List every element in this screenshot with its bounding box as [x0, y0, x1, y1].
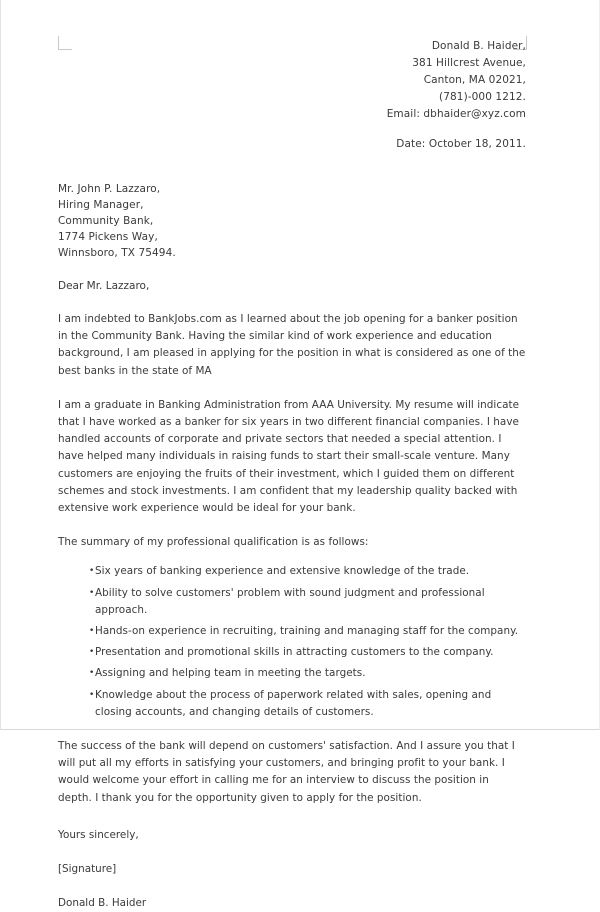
sender-name: Donald B. Haider, [431, 40, 526, 52]
sender-email: Email: dbhaider@xyz.com [386, 108, 526, 120]
bullet-icon: • [89, 566, 95, 577]
sender-phone: (781)-000 1212. [439, 91, 526, 103]
recipient-city-state-zip: Winnsboro, TX 75494. [58, 247, 176, 259]
letter-content [58, 38, 526, 912]
qualifications-intro: The summary of my professional qualification is as follows: [58, 536, 369, 549]
recipient-company: Community Bank, [58, 215, 154, 227]
list-item [89, 687, 526, 721]
list-item [89, 623, 526, 640]
list-item-text: Ability to solve customers' problem with sound judgment and professional approach. [95, 586, 485, 616]
signature-placeholder: [Signature] [58, 862, 117, 875]
list-item-text: Presentation and promotional skills in attracting customers to the company. [95, 646, 494, 659]
list-item [89, 563, 526, 580]
recipient-name: Mr. John P. Lazzaro, [58, 183, 161, 195]
recipient-title: Hiring Manager, [58, 199, 144, 211]
list-item-text: Hands-on experience in recruiting, training and managing staff for the company. [95, 625, 519, 638]
bullet-icon: • [89, 587, 95, 598]
letter-date: Date: October 18, 2011. [396, 138, 526, 150]
body-paragraph-2: I am a graduate in Banking Administration from AAA University. My resume will indicate that I have worked as a banker for six years in two different financial companies. I have handled accounts of corporate and private sectors that needed a special attention. I have helped many individuals in raising funds to start their small-scale venture. Many customers are enjoying the fruits of their investment, which I guided them on different schemes and stock investments. I am confident that my leadership quality backed with extensive work experience would be ideal for your bank. [58, 398, 520, 515]
bullet-icon: • [89, 647, 95, 658]
bullet-icon: • [89, 626, 95, 637]
closing-paragraph: The success of the bank will depend on customers' satisfaction. And I assure you that I will put all my efforts in satisfying your customers, and bringing profit to your bank. I would welcome your effort in calling me for an interview to discuss the position in depth. I thank you for the opportunity given to apply for the position. [58, 740, 515, 804]
signer-name: Donald B. Haider [58, 896, 147, 909]
list-item-text: Assigning and helping team in meeting the targets. [95, 667, 366, 680]
list-item [89, 585, 526, 619]
sender-address-block [58, 38, 526, 123]
recipient-address-block [58, 181, 526, 261]
salutation: Dear Mr. Lazzaro, [58, 280, 150, 292]
bullet-icon: • [89, 689, 95, 700]
list-item-text: Knowledge about the process of paperwork related with sales, opening and closing accounts, and changing details of customers. [95, 688, 492, 718]
signoff: Yours sincerely, [58, 828, 139, 841]
list-item-text: Six years of banking experience and extensive knowledge of the trade. [95, 565, 470, 578]
body-paragraph-1: I am indebted to BankJobs.com as I learned about the job opening for a banker position in the Community Bank. Having the similar kind of work experience and education background, I am pleased in applying for the position in what is considered as one of the best banks in the state of MA [58, 313, 526, 377]
list-item [89, 665, 526, 682]
recipient-street: 1774 Pickens Way, [58, 231, 158, 243]
sender-street: 381 Hillcrest Avenue, [412, 57, 526, 69]
qualifications-list [58, 563, 526, 721]
list-item [89, 644, 526, 661]
bullet-icon: • [89, 668, 95, 679]
sender-city-state-zip: Canton, MA 02021, [423, 74, 526, 86]
